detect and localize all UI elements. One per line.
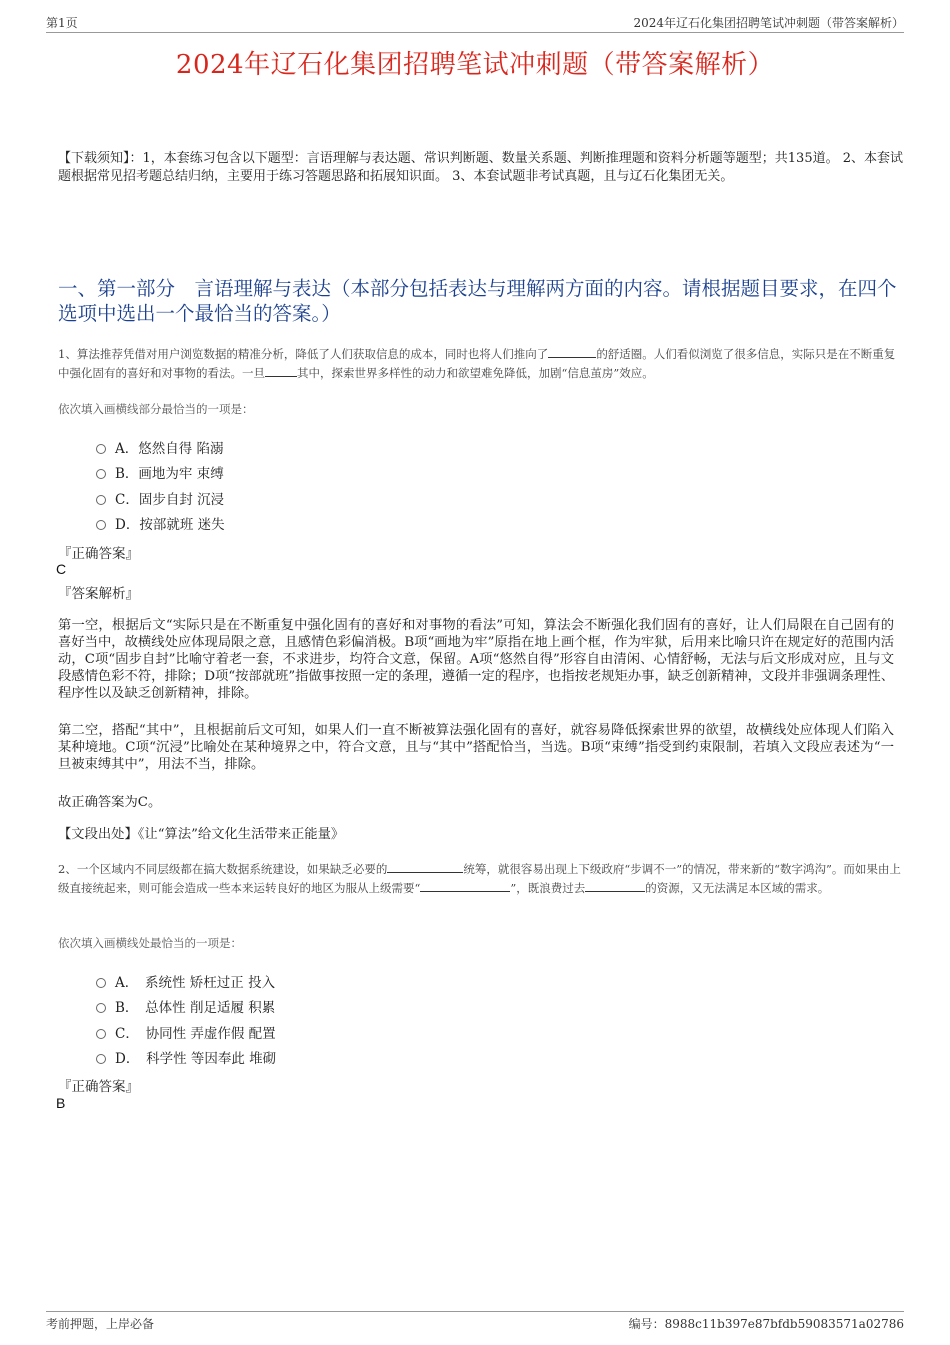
radio-icon[interactable] (96, 495, 106, 505)
question-2-option-a[interactable] (96, 971, 275, 991)
download-notice: 【下载须知】：1，本套练习包含以下题型：言语理解与表达题、常识判断题、数量关系题、判断推理题和资料分析题等题型；共135道。 2、本套试题根据常见招考题总结归纳，主要用于练习答题思路和拓展知识面。 3、本套试题非考试真题，且与辽石化集团无关。 (58, 151, 903, 184)
footer-serial-number: 编号：8988c11b397e87bfdb59083571a02786 (628, 1317, 904, 1331)
option-label: A．悠然自得 陷溺 (115, 441, 224, 457)
question-1-option-b[interactable] (96, 462, 224, 482)
blank-line (548, 345, 596, 358)
question-1-answer: C (56, 561, 67, 577)
option-label: C． 协同性 弄虚作假 配置 (115, 1026, 276, 1042)
question-2-option-d[interactable] (96, 1047, 276, 1067)
footer-slogan: 考前押题，上岸必备 (46, 1317, 155, 1331)
question-1-option-a[interactable] (96, 437, 224, 457)
option-label: B．画地为牢 束缚 (115, 466, 224, 482)
question-2-text-part-d: 的资源，又无法满足本区域的需求。 (645, 881, 830, 895)
option-label: C．固步自封 沉浸 (115, 492, 225, 508)
question-1-answer-label: 『正确答案』 (58, 546, 139, 562)
radio-icon[interactable] (96, 978, 106, 988)
question-1-analysis-paragraph-2: 第二空，搭配“其中”，且根据前后文可知，如果人们一直不断被算法强化固有的喜好，就容易降低探索世界的欲望，故横线处应体现人们陷入某种境地。C项“沉浸”比喻处在某种境界之中，符合文意，且与“其中”搭配恰当，当选。B项“束缚”指受到约束限制，若填入文段应表述为“一旦被束缚其中”，用法不当，排除。 (58, 723, 894, 772)
question-2-answer: B (56, 1095, 66, 1111)
question-2-text-part-b: 统筹，就很容易出现上下级政府“步调不一”的情况，带来新的“数字鸿沟”。而如果由上级直接统起来，则可能会造成一些本来运转良好的地区为服从上级需要“ (58, 862, 901, 895)
question-1-text-part-c: 其中，探索世界多样性的动力和欲望难免降低，加剧“信息茧房”效应。 (297, 366, 654, 380)
radio-icon[interactable] (96, 1029, 106, 1039)
section-heading: 一、第一部分 言语理解与表达（本部分包括表达与理解两方面的内容。请根据题目要求，在四个选项中选出一个最恰当的答案。） (58, 277, 897, 325)
header-page-number: 第1页 (46, 16, 78, 30)
question-1-text-part-b: 的舒适圈。人们看似浏览了很多信息，实际只是在不断重复中强化固有的喜好和对事物的看法。一旦 (58, 347, 896, 380)
radio-icon[interactable] (96, 520, 106, 530)
question-2-text (58, 860, 903, 898)
question-2-answer-label: 『正确答案』 (58, 1079, 139, 1095)
question-1-text-part-a: 1、算法推荐凭借对用户浏览数据的精准分析，降低了人们获取信息的成本，同时也将人们推向了 (58, 347, 549, 361)
blank-line (265, 364, 297, 377)
question-2-prompt: 依次填入画横线处最恰当的一项是： (58, 936, 242, 950)
question-1-analysis-paragraph-1: 第一空，根据后文“实际只是在不断重复中强化固有的喜好和对事物的看法”可知，算法会不断强化我们固有的喜好，让人们局限在自己固有的喜好当中，故横线处应体现局限之意，且感情色彩偏消极。B项“画地为牢”原指在地上画个框，作为牢狱，后用来比喻只许在规定好的范围内活动，C项“固步自封”比喻守着老一套，不求进步，均符合文意，保留。A项“悠然自得”形容自由清闲、心情舒畅，无法与后文形成对应，且与文段感情色彩不符，排除；D项“按部就班”指做事按照一定的条理，遵循一定的程序，也指按老规矩办事，缺乏创新精神，文段并非强调条理性、程序性以及缺乏创新精神，排除。 (58, 618, 894, 701)
radio-icon[interactable] (96, 1054, 106, 1064)
question-2-option-b[interactable] (96, 996, 275, 1016)
blank-line (585, 879, 645, 892)
question-2-option-c[interactable] (96, 1022, 276, 1042)
question-1-option-d[interactable] (96, 513, 225, 533)
radio-icon[interactable] (96, 1003, 106, 1013)
header-doc-title: 2024年辽石化集团招聘笔试冲刺题（带答案解析） (633, 16, 904, 30)
question-1-conclusion: 故正确答案为C。 (58, 795, 162, 810)
blank-line (387, 860, 463, 873)
option-label: B． 总体性 削足适履 积累 (115, 1000, 276, 1016)
header-divider (46, 32, 904, 33)
question-1-analysis-label: 『答案解析』 (58, 586, 139, 602)
radio-icon[interactable] (96, 444, 106, 454)
question-2-text-part-a: 2、一个区域内不同层级都在搞大数据系统建设，如果缺乏必要的 (58, 862, 388, 876)
radio-icon[interactable] (96, 469, 106, 479)
question-1-source: 【文段出处】《让“算法”给文化生活带来正能量》 (58, 827, 345, 842)
question-2-text-part-c: ”，既浪费过去 (510, 881, 586, 895)
page-title: 2024年辽石化集团招聘笔试冲刺题（带答案解析） (175, 50, 775, 80)
footer-divider (46, 1311, 904, 1312)
option-label: D． 科学性 等因奉此 堆砌 (115, 1051, 277, 1067)
option-label: D．按部就班 迷失 (115, 517, 225, 533)
question-1-prompt: 依次填入画横线部分最恰当的一项是： (58, 402, 254, 416)
question-1-option-c[interactable] (96, 488, 224, 508)
question-1-text (58, 345, 903, 383)
option-label: A． 系统性 矫枉过正 投入 (115, 975, 276, 991)
blank-line (420, 879, 510, 892)
